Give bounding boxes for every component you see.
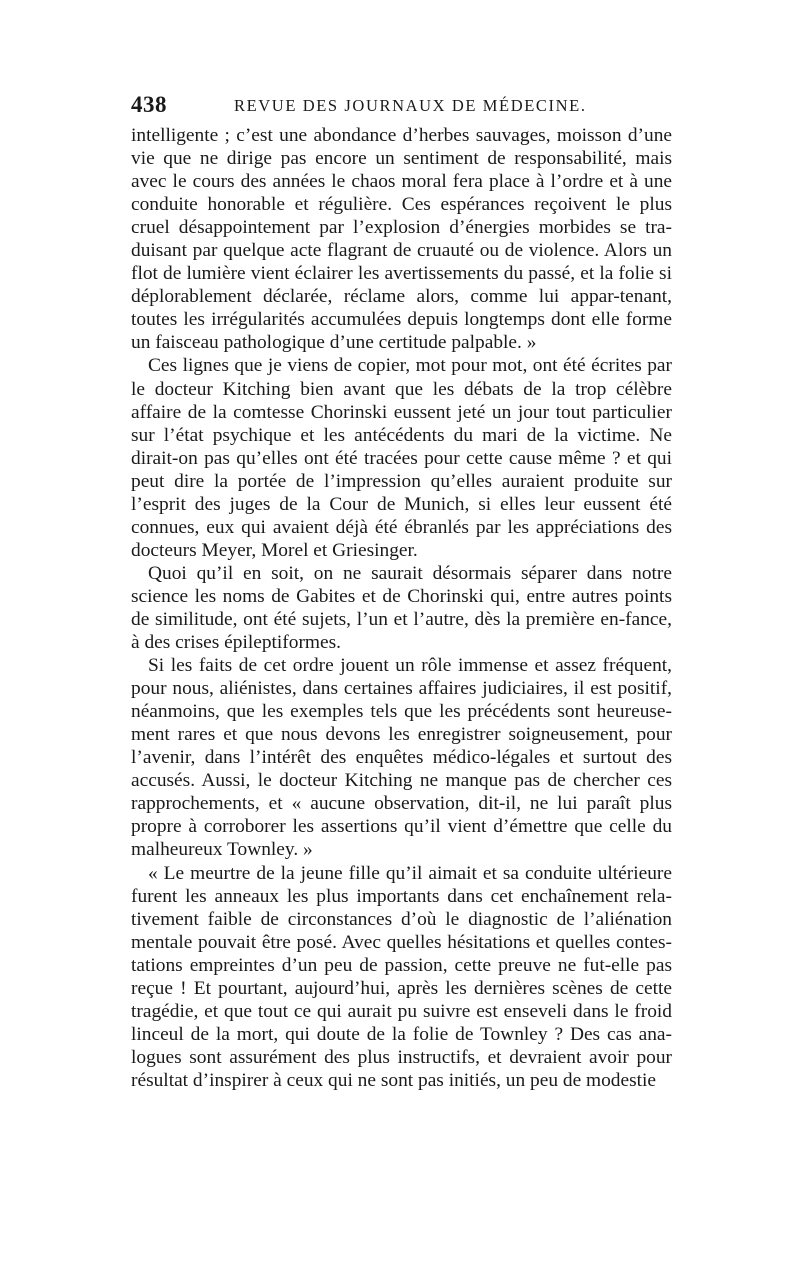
page-number: 438 (131, 92, 167, 117)
body-text (131, 124, 672, 1092)
page-header (131, 92, 671, 118)
paragraph: « Le meurtre de la jeune fille qu’il aimait et sa conduite ultérieure furent les anneaux les plus importants dans cet enchaînement rela-tivement faible de circonstances d’où le diagnostic de l’aliénation mentale pouvait être posé. Avec quelles hésitations et quelles contes-tations empreintes d’un peu de passion, cette preuve ne fut-elle pas reçue ! Et pourtant, aujourd’hui, après les dernières scènes de cette tragédie, et que tout ce qui aurait pu suivre est enseveli dans le froid linceul de la mort, qui doute de la folie de Townley ? Des cas ana-logues sont assurément des plus instructifs, et devraient avoir pour résultat d’inspirer à ceux qui ne sont pas initiés, un peu de modestie (131, 862, 672, 1091)
paragraph: intelligente ; c’est une abondance d’herbes sauvages, moisson d’une vie que ne dirige pas encore un sentiment de responsabilité, mais avec le cours des années le chaos moral fera place à l’ordre et à une conduite honorable et régulière. Ces espérances reçoivent le plus cruel désappointement par l’explosion d’énergies morbides se tra-duisant par quelque acte flagrant de cruauté ou de violence. Alors un flot de lumière vient éclairer les avertissements du passé, et la folie si déplorablement déclarée, réclame alors, comme lui appar-tenant, toutes les irrégularités accumulées depuis longtemps dont elle forme un faisceau pathologique d’une certitude palpable. » (131, 125, 672, 354)
paragraph: Si les faits de cet ordre jouent un rôle immense et assez fréquent, pour nous, aliénistes, dans certaines affaires judiciaires, il est positif, néanmoins, que les exemples tels que les précédents sont heureuse-ment rares et que nous devons les enregistrer soigneusement, pour l’avenir, dans l’intérêt des enquêtes médico-légales et surtout des accusés. Aussi, le docteur Kitching ne manque pas de chercher ces rapprochements, et « aucune observation, dit-il, ne lui paraît plus propre à corroborer les assertions qu’il vient d’émettre que celle du malheureux Townley. » (131, 655, 672, 861)
paragraph: Quoi qu’il en soit, on ne saurait désormais séparer dans notre science les noms de Gabites et de Chorinski qui, entre autres points de similitude, ont été sujets, l’un et l’autre, dès la première en-fance, à des crises épileptiformes. (131, 562, 672, 654)
paragraph: Ces lignes que je viens de copier, mot pour mot, ont été écrites par le docteur Kitching bien avant que les débats de la trop célèbre affaire de la comtesse Chorinski eussent jeté un jour tout particulier sur l’état psychique et les antécédents du mari de la victime. Ne dirait-on pas qu’elles ont été tracées pour cette cause même ? et qui peut dire la portée de l’impression qu’elles auraient produite sur l’esprit des juges de la Cour de Munich, si elles leur eussent été connues, eux qui avaient déjà été ébranlés par les appréciations des docteurs Meyer, Morel et Griesinger. (131, 355, 672, 561)
running-head: REVUE DES JOURNAUX DE MÉDECINE. (234, 96, 587, 115)
